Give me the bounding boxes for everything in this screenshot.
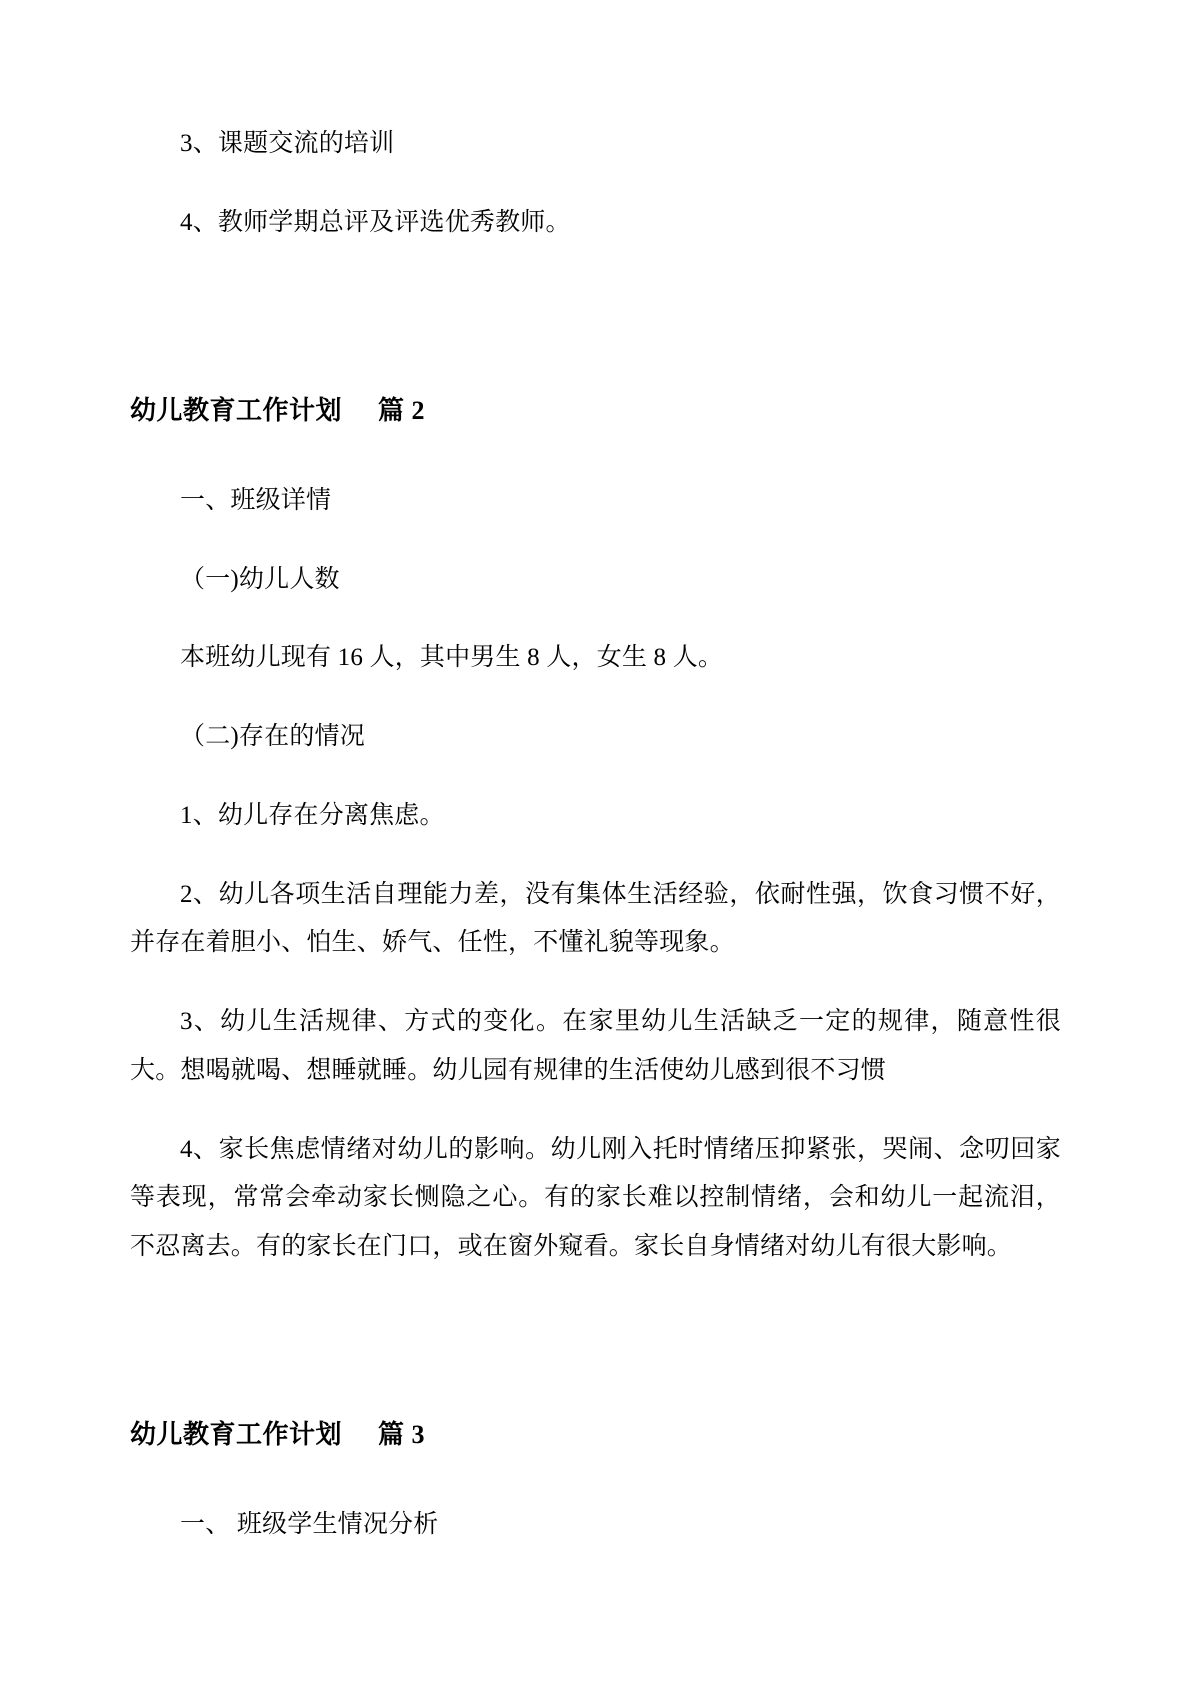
heading-title-text: 幼儿教育工作计划 [130,1419,343,1449]
heading-title-text: 幼儿教育工作计划 [130,395,343,425]
paragraph-condition-1: 1、幼儿存在分离焦虑。 [180,801,445,829]
paragraph-condition-4: 4、家长焦虑情绪对幼儿的影响。幼儿刚入托时情绪压抑紧张，哭闹、念叨回家等表现，常常会牵动家长恻隐之心。有的家长难以控制情绪，会和幼儿一起流泪，不忍离去。有的家长在门口，或在窗外窥看。家长自身情绪对幼儿有很大影响。 [130,1135,1061,1261]
document-body [130,120,1061,1550]
section-heading-plan-3 [130,1410,1061,1459]
paragraph-subsection-one: （一)幼儿人数 [180,565,340,593]
paragraph-student-count: 本班幼儿现有 16 人，其中男生 8 人，女生 8 人。 [180,644,724,672]
paragraph-section-one: 一、班级详情 [180,486,332,514]
paragraph-item-3: 3、课题交流的培训 [180,130,395,157]
paragraph-section-one-plan3: 一、 班级学生情况分析 [180,1511,439,1539]
section-heading-plan-2 [130,386,1061,435]
paragraph-item-4: 4、教师学期总评及评选优秀教师。 [180,208,571,236]
section-spacer [130,278,1061,324]
heading-number-text: 篇 2 [378,395,426,425]
paragraph-condition-3: 3、幼儿生活规律、方式的变化。在家里幼儿生活缺乏一定的规律，随意性很大。想喝就喝、想睡就睡。幼儿园有规律的生活使幼儿感到很不习惯 [130,1008,1061,1084]
section-spacer-2 [130,1302,1061,1348]
paragraph-subsection-two: （二)存在的情况 [180,723,365,751]
heading-number-text: 篇 3 [378,1419,426,1449]
paragraph-condition-2: 2、幼儿各项生活自理能力差，没有集体生活经验，依耐性强，饮食习惯不好，并存在着胆小、怕生、娇气、任性，不懂礼貌等现象。 [130,880,1061,957]
